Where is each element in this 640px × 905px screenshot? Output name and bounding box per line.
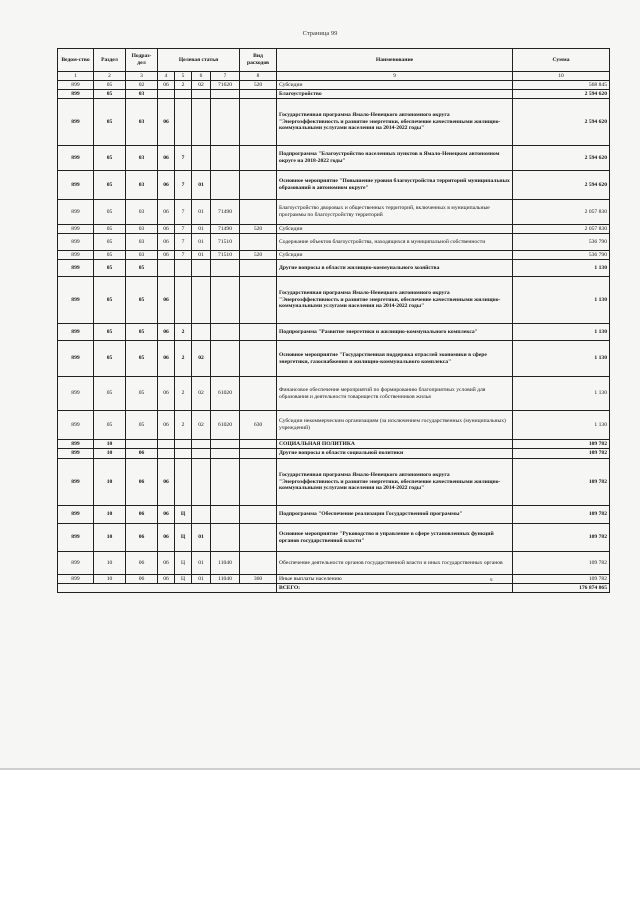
subprogram-cell: 7 [175,200,192,225]
vedomstvo-cell: 899 [58,81,94,90]
program-cell: 06 [158,552,175,575]
table-row [58,81,610,90]
col-number: 2 [94,72,126,81]
name-cell: Другие вопросы в области социальной политики [277,449,513,459]
name-cell: Субсидии некоммерческим организациям (за исключением государственных (муниципальных) учреждений) [277,411,513,440]
vid-cell [240,260,277,277]
podrazdel-cell: 06 [126,524,158,552]
sum-cell: 568 845 [513,81,610,90]
vid-cell [240,99,277,146]
sum-cell: 1 130 [513,277,610,324]
table-row [58,552,610,575]
program-cell: 06 [158,251,175,260]
subprogram-cell [175,277,192,324]
subprogram-cell: 7 [175,171,192,200]
table-row [58,459,610,506]
podrazdel-cell: 05 [126,277,158,324]
vedomstvo-cell: 899 [58,260,94,277]
razdel-cell: 05 [94,411,126,440]
vid-cell: 520 [240,225,277,234]
podrazdel-cell: 03 [126,99,158,146]
vedomstvo-cell: 899 [58,251,94,260]
total-row [58,584,610,593]
subprogram-cell: Ц [175,552,192,575]
razdel-cell: 10 [94,524,126,552]
col-number: 4 [158,72,175,81]
name-cell: Благоустройство [277,90,513,99]
table-row [58,324,610,341]
vid-cell [240,440,277,449]
subprogram-cell [175,260,192,277]
event-cell: 01 [192,552,211,575]
podrazdel-cell: 06 [126,459,158,506]
vid-cell [240,324,277,341]
sum-cell: 2 594 620 [513,99,610,146]
table-row [58,90,610,99]
vedomstvo-cell: 899 [58,99,94,146]
sum-cell: 109 782 [513,440,610,449]
name-cell: Финансовое обеспечение мероприятий по формированию благоприятных условий для образования и деятельности товариществ собственников жилья [277,377,513,411]
sum-cell: 2 594 620 [513,90,610,99]
vid-cell [240,234,277,251]
name-cell: Государственная программа Ямало-Ненецкого автономного округа "Энергоэффективность и развитие энергетики, обеспечение качественными жилищно-коммунальными услугами населения на 2014-2022 годы" [277,277,513,324]
sum-cell: 2 057 830 [513,225,610,234]
podrazdel-cell [126,440,158,449]
name-cell: Иные выплаты населению [277,575,513,584]
vid-cell: 520 [240,81,277,90]
event-cell: 02 [192,341,211,377]
razdel-cell: 05 [94,341,126,377]
col-number: 5 [175,72,192,81]
razdel-cell: 10 [94,575,126,584]
name-cell: СОЦИАЛЬНАЯ ПОЛИТИКА [277,440,513,449]
program-cell: 06 [158,200,175,225]
name-cell: Субсидии [277,251,513,260]
event-cell [192,440,211,449]
vedomstvo-cell: 899 [58,234,94,251]
program-cell: 06 [158,459,175,506]
sum-cell: 2 594 620 [513,146,610,171]
vid-cell [240,552,277,575]
name-cell: Благоустройство дворовых и общественных территорий, включенных в муниципальные программы по благоустройству территорий [277,200,513,225]
sum-cell: 1 130 [513,324,610,341]
program-cell [158,260,175,277]
header-row [58,49,610,72]
subprogram-cell [175,459,192,506]
table-row [58,251,610,260]
sum-cell: 109 782 [513,575,610,584]
razdel-cell: 05 [94,260,126,277]
vid-cell [240,277,277,324]
program-cell [158,449,175,459]
razdel-cell: 10 [94,552,126,575]
razdel-cell: 05 [94,234,126,251]
direction-cell: 71510 [211,251,240,260]
podrazdel-cell: 05 [126,341,158,377]
vid-cell [240,341,277,377]
event-cell: 02 [192,411,211,440]
vedomstvo-cell: 899 [58,171,94,200]
direction-cell: 71620 [211,81,240,90]
header-celevaya-statya: Целевая статья [158,49,240,72]
subprogram-cell: Ц [175,506,192,524]
event-cell [192,506,211,524]
vid-cell [240,200,277,225]
event-cell: 01 [192,575,211,584]
sum-cell: 109 782 [513,459,610,506]
program-cell: 06 [158,324,175,341]
direction-cell [211,90,240,99]
header-summa: Сумма [513,49,610,72]
program-cell: 06 [158,575,175,584]
podrazdel-cell: 03 [126,90,158,99]
name-cell: Государственная программа Ямало-Ненецкого автономного округа "Энергоэффективность и развитие энергетики, обеспечение качественными жилищно-коммунальными услугами населения на 2014-2022 годы" [277,459,513,506]
event-cell: 01 [192,200,211,225]
header-razdel: Раздел [94,49,126,72]
total-spacer [58,584,277,593]
vid-cell [240,449,277,459]
name-cell: Основное мероприятие "Государственная поддержка отраслей экономики в сфере энергетики, газоснабжения и жилищно-коммунального комплекса" [277,341,513,377]
subprogram-cell: 7 [175,234,192,251]
event-cell: 01 [192,225,211,234]
col-number: 6 [192,72,211,81]
subprogram-cell: 2 [175,411,192,440]
stray-pen-mark: ч [490,578,493,583]
program-cell: 06 [158,99,175,146]
direction-cell [211,277,240,324]
sum-cell: 1 130 [513,341,610,377]
subprogram-cell: 2 [175,324,192,341]
table-row [58,449,610,459]
page-number-header: Страница 99 [302,30,338,37]
sum-cell: 2 057 830 [513,200,610,225]
vid-cell [240,377,277,411]
column-number-row [58,72,610,81]
direction-cell [211,99,240,146]
program-cell: 06 [158,524,175,552]
table-row [58,341,610,377]
table-row [58,225,610,234]
table-row [58,99,610,146]
podrazdel-cell: 03 [126,200,158,225]
vedomstvo-cell: 899 [58,449,94,459]
name-cell: Обеспечение деятельности органов государственной власти и иных государственных органов [277,552,513,575]
podrazdel-cell: 05 [126,411,158,440]
podrazdel-cell: 05 [126,260,158,277]
sum-cell: 536 790 [513,251,610,260]
direction-cell: 11040 [211,552,240,575]
event-cell [192,449,211,459]
direction-cell [211,440,240,449]
vedomstvo-cell: 899 [58,440,94,449]
razdel-cell: 05 [94,225,126,234]
event-cell: 01 [192,524,211,552]
vid-cell: 360 [240,575,277,584]
name-cell: Подпрограмма "Благоустройство населенных пунктов в Ямало-Ненецком автономном округе на 2018-2022 годы" [277,146,513,171]
col-number: 1 [58,72,94,81]
vedomstvo-cell: 899 [58,411,94,440]
name-cell: Основное мероприятие "Руководство и управление в сфере установленных функций органов государственной власти" [277,524,513,552]
col-number: 7 [211,72,240,81]
name-cell: Основное мероприятие "Повышение уровня благоустройства территорий муниципальных образований в автономном округе" [277,171,513,200]
name-cell: Государственная программа Ямало-Ненецкого автономного округа "Энергоэффективность и развитие энергетики, обеспечение качественными жилищно-коммунальными услугами населения на 2014-2022 годы" [277,99,513,146]
program-cell: 06 [158,81,175,90]
table-row [58,440,610,449]
name-cell: Содержание объектов благоустройства, находящихся в муниципальной собственности [277,234,513,251]
name-cell: Подпрограмма "Развитие энергетики и жилищно-коммунального комплекса" [277,324,513,341]
subprogram-cell: 7 [175,251,192,260]
direction-cell [211,341,240,377]
vid-cell [240,171,277,200]
event-cell [192,459,211,506]
vid-cell [240,90,277,99]
program-cell: 06 [158,171,175,200]
name-cell: Подпрограмма "Обеспечение реализации Государственной программы" [277,506,513,524]
podrazdel-cell: 03 [126,146,158,171]
event-cell [192,260,211,277]
sum-cell: 109 782 [513,524,610,552]
table-row [58,171,610,200]
razdel-cell: 05 [94,251,126,260]
col-number: 8 [240,72,277,81]
vedomstvo-cell: 899 [58,146,94,171]
vid-cell [240,524,277,552]
podrazdel-cell: 03 [126,225,158,234]
razdel-cell: 05 [94,277,126,324]
podrazdel-cell: 05 [126,377,158,411]
podrazdel-cell: 03 [126,171,158,200]
table-row [58,411,610,440]
vedomstvo-cell: 899 [58,524,94,552]
razdel-cell: 10 [94,459,126,506]
table-row [58,260,610,277]
subprogram-cell: 7 [175,225,192,234]
program-cell [158,90,175,99]
event-cell: 02 [192,81,211,90]
sum-cell: 109 782 [513,552,610,575]
vedomstvo-cell: 899 [58,459,94,506]
name-cell: Субсидии [277,225,513,234]
event-cell [192,90,211,99]
event-cell: 01 [192,234,211,251]
name-cell: Другие вопросы в области жилищно-коммунального хозяйства [277,260,513,277]
program-cell: 06 [158,225,175,234]
razdel-cell: 05 [94,171,126,200]
razdel-cell: 05 [94,146,126,171]
table-row [58,234,610,251]
event-cell [192,277,211,324]
event-cell [192,146,211,171]
direction-cell [211,449,240,459]
table-row [58,524,610,552]
direction-cell: 71510 [211,234,240,251]
direction-cell: 61020 [211,411,240,440]
razdel-cell: 05 [94,81,126,90]
sum-cell: 109 782 [513,449,610,459]
razdel-cell: 05 [94,90,126,99]
vid-cell: 520 [240,251,277,260]
vid-cell [240,146,277,171]
razdel-cell: 05 [94,99,126,146]
col-number: 3 [126,72,158,81]
program-cell: 06 [158,377,175,411]
table-row [58,200,610,225]
event-cell: 02 [192,377,211,411]
subprogram-cell [175,99,192,146]
direction-cell [211,171,240,200]
direction-cell [211,146,240,171]
vid-cell: 630 [240,411,277,440]
total-label: ВСЕГО: [277,584,513,593]
vedomstvo-cell: 899 [58,277,94,324]
program-cell: 06 [158,411,175,440]
podrazdel-cell: 06 [126,575,158,584]
subprogram-cell: 2 [175,341,192,377]
vid-cell [240,459,277,506]
subprogram-cell: 7 [175,146,192,171]
podrazdel-cell: 05 [126,324,158,341]
sum-cell: 109 782 [513,506,610,524]
sum-cell: 1 130 [513,411,610,440]
podrazdel-cell: 06 [126,552,158,575]
direction-cell: 11040 [211,575,240,584]
event-cell [192,99,211,146]
sum-cell: 1 130 [513,260,610,277]
razdel-cell: 10 [94,449,126,459]
header-naimenovanie: Наименование [277,49,513,72]
col-number: 9 [277,72,513,81]
subprogram-cell: Ц [175,575,192,584]
budget-table [57,48,610,593]
subprogram-cell: 2 [175,81,192,90]
podrazdel-cell: 02 [126,81,158,90]
direction-cell [211,524,240,552]
subprogram-cell: 2 [175,377,192,411]
direction-cell [211,260,240,277]
direction-cell: 61020 [211,377,240,411]
header-podrazdel: Подраз-дел [126,49,158,72]
podrazdel-cell: 03 [126,251,158,260]
sum-cell: 2 594 620 [513,171,610,200]
table-row [58,575,610,584]
program-cell: 06 [158,234,175,251]
vedomstvo-cell: 899 [58,90,94,99]
vid-cell [240,506,277,524]
vedomstvo-cell: 899 [58,552,94,575]
col-number: 10 [513,72,610,81]
sum-cell: 1 130 [513,377,610,411]
vedomstvo-cell: 899 [58,575,94,584]
event-cell [192,324,211,341]
direction-cell [211,459,240,506]
event-cell: 01 [192,251,211,260]
table-row [58,377,610,411]
podrazdel-cell: 06 [126,506,158,524]
program-cell: 06 [158,146,175,171]
vedomstvo-cell: 899 [58,324,94,341]
subprogram-cell [175,90,192,99]
vedomstvo-cell: 899 [58,377,94,411]
vedomstvo-cell: 899 [58,341,94,377]
program-cell: 06 [158,277,175,324]
header-vid-rashodov: Вид расходов [240,49,277,72]
razdel-cell: 05 [94,324,126,341]
vedomstvo-cell: 899 [58,200,94,225]
direction-cell: 71490 [211,200,240,225]
razdel-cell: 10 [94,440,126,449]
podrazdel-cell: 06 [126,449,158,459]
header-vedomstvo: Ведом-ство [58,49,94,72]
vedomstvo-cell: 899 [58,506,94,524]
direction-cell [211,506,240,524]
vedomstvo-cell: 899 [58,225,94,234]
razdel-cell: 10 [94,506,126,524]
razdel-cell: 05 [94,377,126,411]
sum-cell: 536 790 [513,234,610,251]
subprogram-cell: Ц [175,524,192,552]
direction-cell: 71490 [211,225,240,234]
program-cell [158,440,175,449]
table-body [58,81,610,584]
event-cell: 01 [192,171,211,200]
program-cell: 06 [158,341,175,377]
direction-cell [211,324,240,341]
table-row [58,506,610,524]
subprogram-cell [175,440,192,449]
podrazdel-cell: 03 [126,234,158,251]
table-row [58,146,610,171]
table-row [58,277,610,324]
total-value: 176 874 865 [513,584,610,593]
name-cell: Субсидии [277,81,513,90]
subprogram-cell [175,449,192,459]
program-cell: 06 [158,506,175,524]
razdel-cell: 05 [94,200,126,225]
